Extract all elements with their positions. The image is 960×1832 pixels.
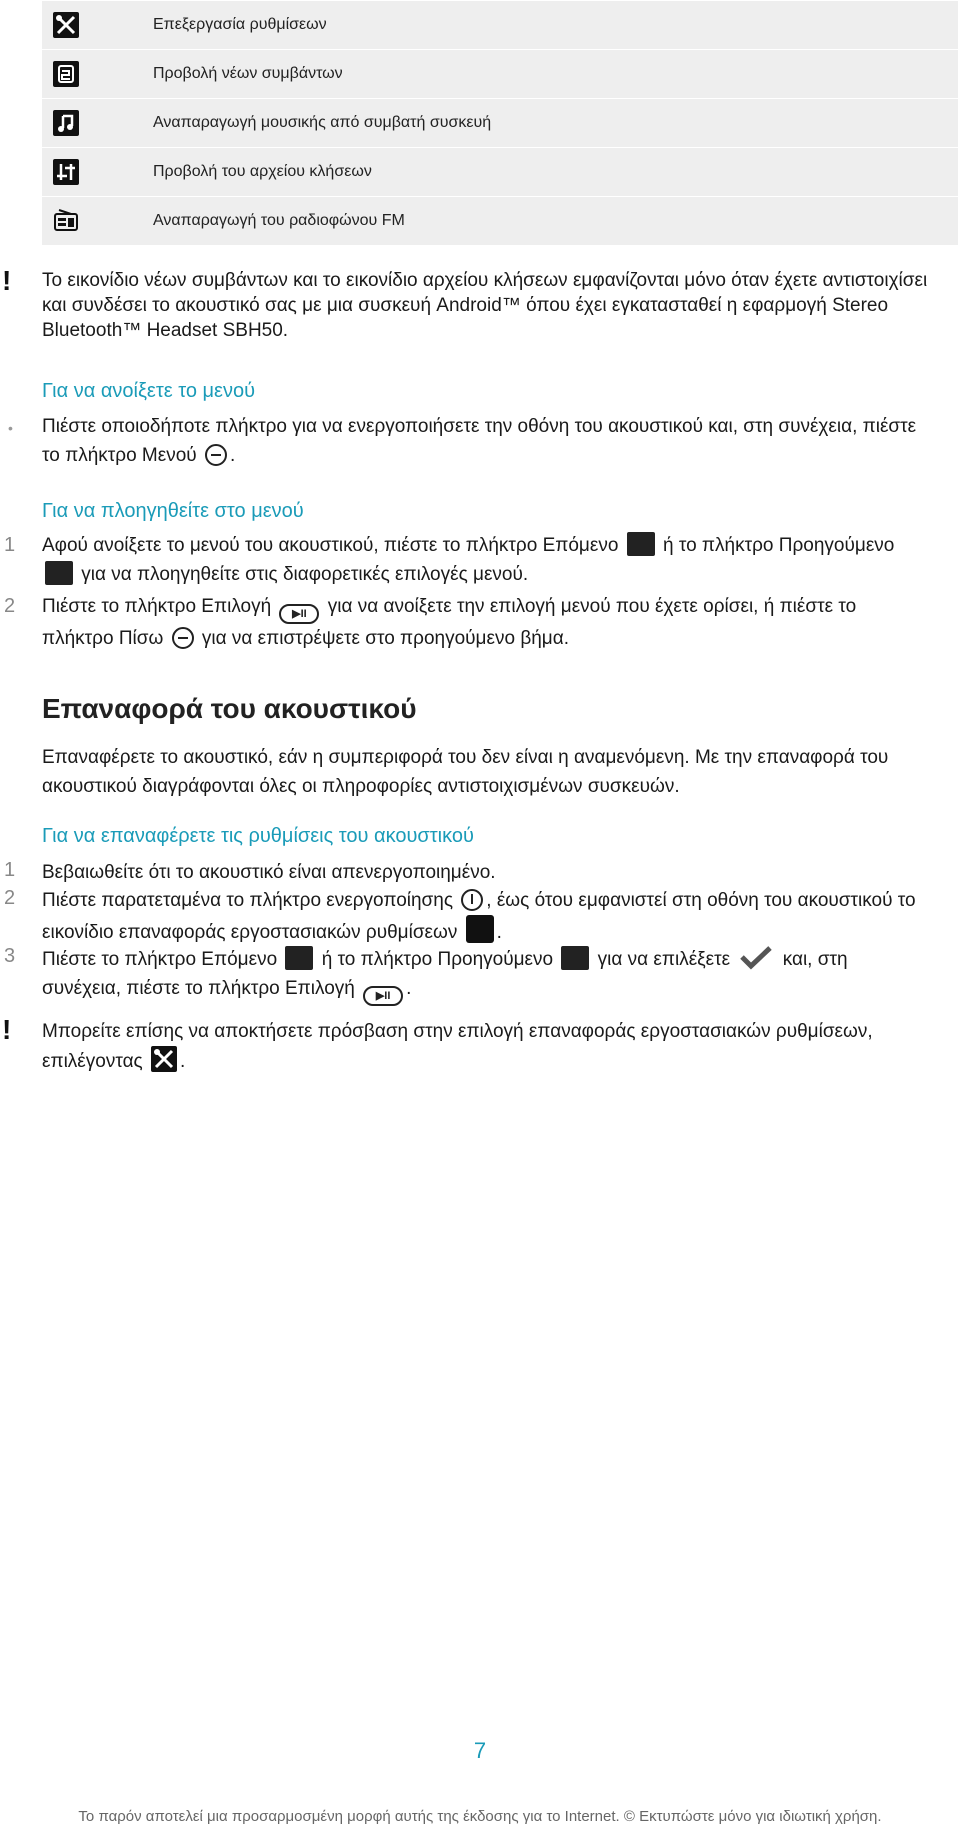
fm-radio-icon — [42, 197, 90, 245]
checkmark-icon — [738, 944, 774, 970]
step-number: 3 — [4, 945, 16, 967]
step-text-part: για να ανοίξετε την επιλογή μενού που έχετε ορίσει, ή πιέστε το πλήκτρο Πίσω — [42, 596, 857, 649]
table-row-label: Επεξεργασία ρυθμίσεων — [153, 16, 327, 33]
next-key-icon — [285, 946, 313, 970]
table-row — [42, 99, 958, 147]
table-row — [42, 1, 958, 49]
footer-note: Το παρόν αποτελεί μια προσαρμοσμένη μορφή αυτής της έκδοσης για το Internet. © Εκτυπώστε μόνο για ιδιωτική χρήση. — [78, 1808, 882, 1825]
table-row — [42, 148, 958, 196]
table-row — [42, 50, 958, 98]
previous-key-icon — [45, 561, 73, 585]
settings-tools-icon — [42, 1, 90, 49]
page-number: 7 — [473, 1738, 487, 1763]
step-text-part: Πιέστε το πλήκτρο Επιλογή — [42, 596, 272, 617]
step-text-part: Αφού ανοίξετε το μενού του ακουστικού, πιέστε το πλήκτρο Επόμενο — [42, 535, 619, 556]
music-note-icon — [42, 99, 90, 147]
step-number: 2 — [4, 595, 16, 617]
exclamation-icon: ! — [2, 265, 12, 296]
step-text-part: , έως ότου εμφανιστεί στη οθόνη του ακουστικού το εικονίδιο επαναφοράς εργοστασιακών ρυθμίσεων — [42, 890, 916, 943]
step-number: 2 — [4, 887, 16, 909]
table-row-label: Προβολή του αρχείου κλήσεων — [153, 163, 372, 180]
step-text-part: για να πλοηγηθείτε στις διαφορετικές επιλογές μενού. — [81, 564, 529, 585]
section-intro: Επαναφέρετε το ακουστικό, εάν η συμπεριφορά του δεν είναι η αναμενόμενη. Με την επαναφορά του ακουστικού διαγράφονται όλες οι πληροφορίες αντιστοιχισμένων συσκευών. — [42, 747, 889, 797]
new-events-icon — [42, 50, 90, 98]
step-text: Βεβαιωθείτε ότι το ακουστικό είναι απενεργοποιημένο. — [42, 862, 496, 883]
step-text-part: ή το πλήκτρο Προηγούμενο — [662, 535, 895, 556]
table-row-label: Αναπαραγωγή μουσικής από συμβατή συσκευή — [153, 114, 492, 131]
call-log-icon — [42, 148, 90, 196]
step-text-part: . — [496, 922, 502, 943]
power-key-icon — [461, 889, 483, 911]
settings-tools-icon — [151, 1046, 177, 1072]
factory-reset-icon — [466, 915, 494, 943]
note-text — [42, 1017, 950, 1076]
step-text — [42, 592, 920, 653]
section-heading: Για να επαναφέρετε τις ρυθμίσεις του ακουστικού — [42, 825, 474, 847]
note-text-part: Μπορείτε επίσης να αποκτήσετε πρόσβαση στην επιλογή επαναφοράς εργοστασιακών ρυθμίσεων, επιλέγοντας — [42, 1021, 873, 1072]
note-text: Το εικονίδιο νέων συμβάντων και το εικονίδιο αρχείου κλήσεων εμφανίζονται μόνο όταν έχετε αντιστοιχίσει και συνδέσει το ακουστικό σας με μια συσκευή Android™ όπου έχει εγκατασταθεί η εφαρμογή Stereo Bluetooth™ Headset SBH50. — [42, 270, 928, 341]
step-text — [42, 531, 920, 589]
section-heading: Για να ανοίξετε το μενού — [42, 380, 256, 402]
back-key-icon — [205, 444, 227, 466]
step-number: 1 — [4, 534, 16, 556]
table-row-label: Αναπαραγωγή του ραδιοφώνου FM — [153, 212, 405, 229]
step-text-part: ή το πλήκτρο Προηγούμενο — [321, 949, 554, 970]
step-text-part: και, στη συνέχεια, πιέστε το πλήκτρο Επιλογή — [42, 949, 848, 999]
table-row-label: Προβολή νέων συμβάντων — [153, 65, 343, 82]
step-text — [42, 944, 920, 1006]
instruction-text-end: . — [229, 445, 236, 466]
bullet: • — [8, 420, 13, 436]
table-row — [42, 197, 958, 245]
step-text — [42, 886, 920, 947]
exclamation-icon: ! — [2, 1014, 12, 1045]
instruction-text: Πιέστε οποιοδήποτε πλήκτρο για να ενεργοποιήσετε την οθόνη του ακουστικού και, στη συνέχεια, πιέστε το πλήκτρο Μενού — [42, 416, 917, 466]
step-text-part: για να επιστρέψετε στο προηγούμενο βήμα. — [201, 628, 570, 649]
open-menu-instruction — [42, 412, 920, 470]
back-key-icon — [172, 627, 194, 649]
step-text-part: για να επιλέξετε — [597, 949, 731, 970]
step-number: 1 — [4, 859, 16, 881]
note-text-part: . — [180, 1051, 186, 1072]
icon-table — [42, 1, 958, 246]
step-text-part: Πιέστε παρατεταμένα το πλήκτρο ενεργοποίησης — [42, 890, 453, 911]
select-key-icon: ▶II — [363, 986, 403, 1006]
step-text-part: Πιέστε το πλήκτρο Επόμενο — [42, 949, 278, 970]
section-title: Επαναφορά του ακουστικού — [42, 693, 417, 724]
next-key-icon — [627, 532, 655, 556]
previous-key-icon — [561, 946, 589, 970]
step-text-part: . — [406, 978, 412, 999]
select-key-icon: ▶II — [279, 604, 319, 624]
section-heading: Για να πλοηγηθείτε στο μενού — [42, 500, 304, 522]
